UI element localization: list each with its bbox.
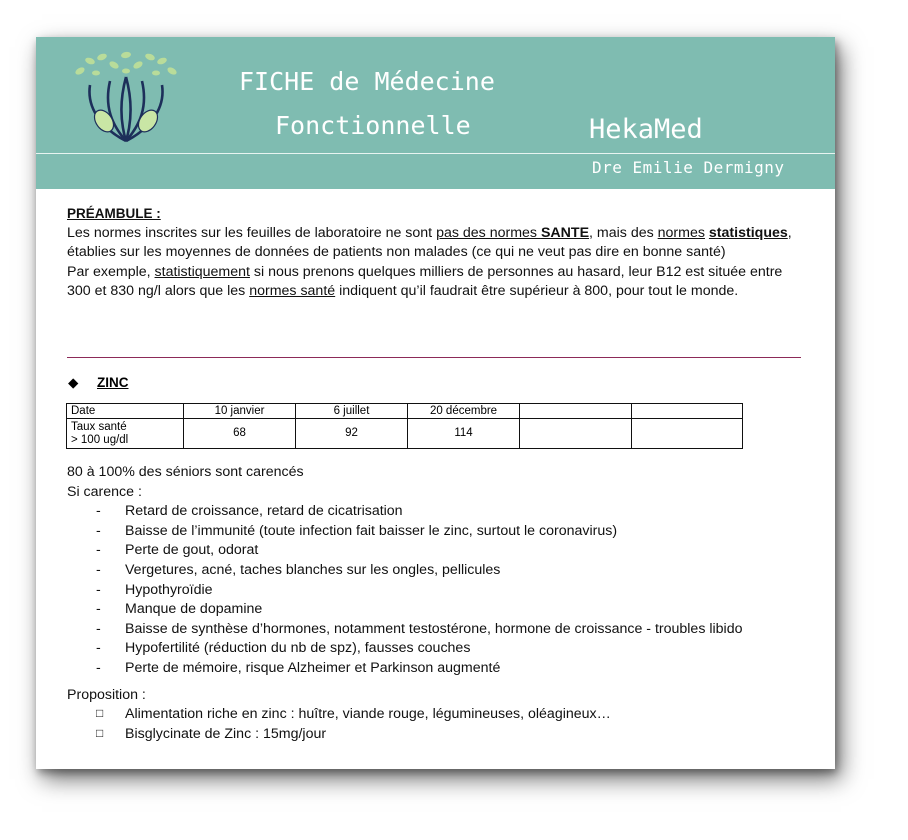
preamble-section — [67, 204, 807, 302]
text-span: , établies sur les moyennes de données de patients non malades (ce qui ne veut pas dire en bonne santé) — [67, 224, 792, 261]
zinc-details — [67, 463, 807, 744]
underlined-text: normes — [657, 224, 705, 241]
list-item: - Hypothyroïdie — [67, 581, 807, 601]
text-span: si nous prenons quelques milliers de personnes au hasard, leur B12 est située entre 300 et 830 ng/l alors que les — [67, 263, 783, 300]
list-item: - Vergetures, acné, taches blanches sur les ongles, pellicules — [67, 561, 807, 581]
table-cell: Date — [67, 404, 184, 419]
symptom-list — [67, 502, 807, 678]
table-cell — [520, 419, 632, 449]
table-cell: 20 décembre — [408, 404, 520, 419]
text-span: , mais des — [589, 224, 658, 241]
zinc-heading — [68, 375, 129, 391]
text-span: indiquent qu’il faudrait être supérieur à 800, pour tout le monde. — [335, 283, 739, 300]
zinc-label: ZINC — [97, 375, 129, 390]
text-span: pas des normes — [436, 224, 541, 241]
tree-logo-icon — [66, 51, 186, 145]
list-item: - Hypofertilité (réduction du nb de spz), fausses couches — [67, 639, 807, 659]
table-row — [67, 404, 743, 419]
header-divider — [36, 153, 835, 154]
underlined-text: normes santé — [249, 283, 336, 300]
document-title-line2: Fonctionnelle — [275, 111, 471, 140]
deficit-intro: Si carence : — [67, 483, 142, 500]
list-item: - Baisse de l’immunité (toute infection fait baisser le zinc, surtout le coronavirus) — [67, 522, 807, 542]
list-item: - Manque de dopamine — [67, 600, 807, 620]
list-item: - Retard de croissance, retard de cicatrisation — [67, 502, 807, 522]
senior-stat: 80 à 100% des séniors sont carencés — [67, 464, 304, 480]
brand-name: HekaMed — [589, 114, 703, 145]
underlined-text: statistiquement — [154, 263, 250, 280]
table-cell: 114 — [408, 419, 520, 449]
table-cell: 68 — [184, 419, 296, 449]
table-cell: 10 janvier — [184, 404, 296, 419]
table-cell — [632, 419, 743, 449]
document-page — [36, 37, 835, 769]
document-title-line1: FICHE de Médecine — [239, 67, 495, 96]
table-cell — [520, 404, 632, 419]
header-banner — [36, 37, 835, 189]
diamond-bullet-icon: ◆ — [68, 375, 79, 390]
list-item: □ Bisglycinate de Zinc : 15mg/jour — [67, 725, 807, 745]
list-item: □ Alimentation riche en zinc : huître, viande rouge, légumineuses, oléagineux… — [67, 705, 807, 725]
list-item: - Perte de mémoire, risque Alzheimer et Parkinson augmenté — [67, 659, 807, 679]
underlined-bold-text: statistiques — [708, 224, 788, 241]
text-span: Par exemple, — [67, 263, 155, 280]
list-item: - Baisse de synthèse d’hormones, notamment testostérone, hormone de croissance - troubles libido — [67, 620, 807, 640]
list-item: - Perte de gout, odorat — [67, 541, 807, 561]
proposition-list — [67, 705, 807, 744]
cell-line: > 100 ug/dl — [71, 433, 129, 446]
preamble-paragraph-1 — [67, 224, 807, 263]
proposition-title: Proposition : — [67, 686, 146, 703]
doctor-name: Dre Emilie Dermigny — [592, 158, 785, 177]
bold-text: SANTE — [540, 224, 590, 241]
section-divider — [67, 357, 801, 358]
table-cell: 6 juillet — [296, 404, 408, 419]
table-cell — [67, 419, 184, 449]
cell-line: Taux santé — [71, 420, 127, 433]
preamble-paragraph-2 — [67, 263, 807, 302]
zinc-lab-table — [66, 403, 743, 449]
table-cell: 92 — [296, 419, 408, 449]
text-span: Les normes inscrites sur les feuilles de laboratoire ne sont — [67, 224, 437, 241]
table-row — [67, 419, 743, 449]
underlined-text — [436, 225, 589, 241]
preamble-title: PRÉAMBULE : — [67, 206, 161, 221]
table-cell — [632, 404, 743, 419]
